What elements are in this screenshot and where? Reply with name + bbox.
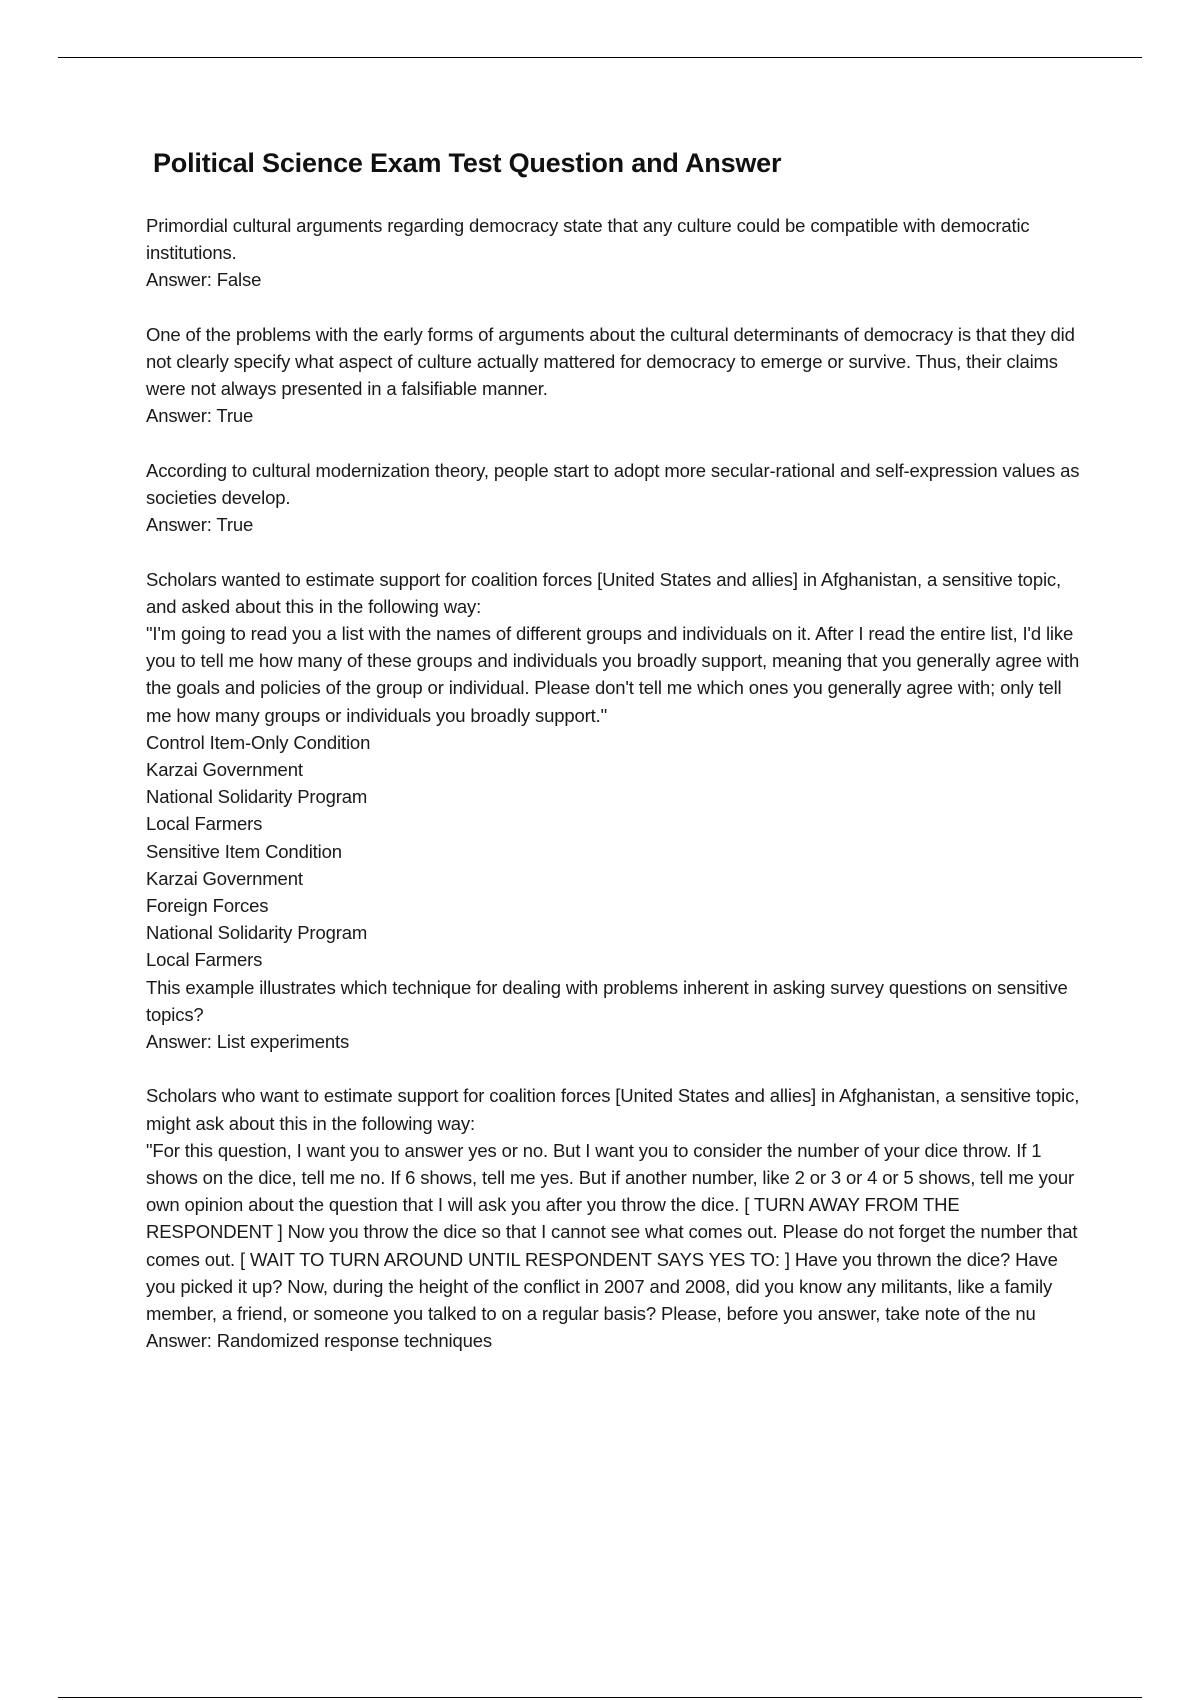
question-text: This example illustrates which technique for dealing with problems inherent in asking survey questions on sensitive topics?	[146, 976, 1068, 1025]
answer-text: Answer: True	[146, 405, 254, 427]
list-item: National Solidarity Program	[146, 786, 368, 808]
list-item: Local Farmers	[146, 813, 263, 835]
survey-quote: "I'm going to read you a list with the names of different groups and individuals on it. After I read the entire list, I'd like you to tell me how many of these groups and individuals you broadly support, meaning that you generally agree with the goals and policies of the group or individual. Please don't tell me which ones you generally agree with; only tell me how many groups or individuals you broadly support."	[146, 623, 1080, 726]
condition-heading: Control Item-Only Condition	[146, 731, 371, 753]
document-title: Political Science Exam Test Question and Answer	[153, 148, 782, 178]
question-block-4	[146, 566, 1091, 1056]
question-block-3	[146, 457, 1091, 539]
question-block-1	[146, 212, 1091, 294]
question-text: Scholars who want to estimate support for coalition forces [United States and allies] in Afghanistan, a sensitive topic, might ask about this in the following way:	[146, 1085, 1080, 1134]
answer-text: Answer: Randomized response techniques	[146, 1330, 492, 1352]
list-item: Karzai Government	[146, 759, 303, 781]
list-item: Foreign Forces	[146, 895, 269, 917]
condition-heading: Sensitive Item Condition	[146, 840, 342, 862]
document-body	[146, 212, 1091, 1382]
question-text: Primordial cultural arguments regarding democracy state that any culture could be compatible with democratic institutions.	[146, 215, 1030, 264]
top-rule	[58, 57, 1142, 58]
question-text: One of the problems with the early forms of arguments about the cultural determinants of democracy is that they did not clearly specify what aspect of culture actually mattered for democracy to emerge or survive. Thus, their claims were not always presented in a falsifiable manner.	[146, 323, 1075, 400]
answer-text: Answer: True	[146, 514, 254, 536]
question-text: According to cultural modernization theory, people start to adopt more secular-rational and self-expression values as societies develop.	[146, 459, 1080, 508]
list-item: National Solidarity Program	[146, 922, 368, 944]
bottom-rule	[58, 1697, 1142, 1698]
question-block-2	[146, 321, 1091, 430]
list-item: Karzai Government	[146, 867, 303, 889]
answer-text: Answer: List experiments	[146, 1031, 350, 1053]
survey-quote: "For this question, I want you to answer yes or no. But I want you to consider the number of your dice throw. If 1 shows on the dice, tell me no. If 6 shows, tell me yes. But if another number, like 2 or 3 or 4 or 5 shows, tell me your own opinion about the question that I will ask you after you throw the dice. [ TURN AWAY FROM THE RESPONDENT ] Now you throw the dice so that I cannot see what comes out. Please do not forget the number that comes out. [ WAIT TO TURN AROUND UNTIL RESPONDENT SAYS YES TO: ] Have you thrown the dice? Have you picked it up? Now, during the height of the conflict in 2007 and 2008, did you know any militants, like a family member, a friend, or someone you talked to on a regular basis? Please, before you answer, take note of the nu	[146, 1139, 1078, 1325]
list-item: Local Farmers	[146, 949, 263, 971]
question-block-5	[146, 1082, 1091, 1354]
answer-text: Answer: False	[146, 269, 262, 291]
question-text: Scholars wanted to estimate support for coalition forces [United States and allies] in Afghanistan, a sensitive topic, and asked about this in the following way:	[146, 568, 1062, 617]
